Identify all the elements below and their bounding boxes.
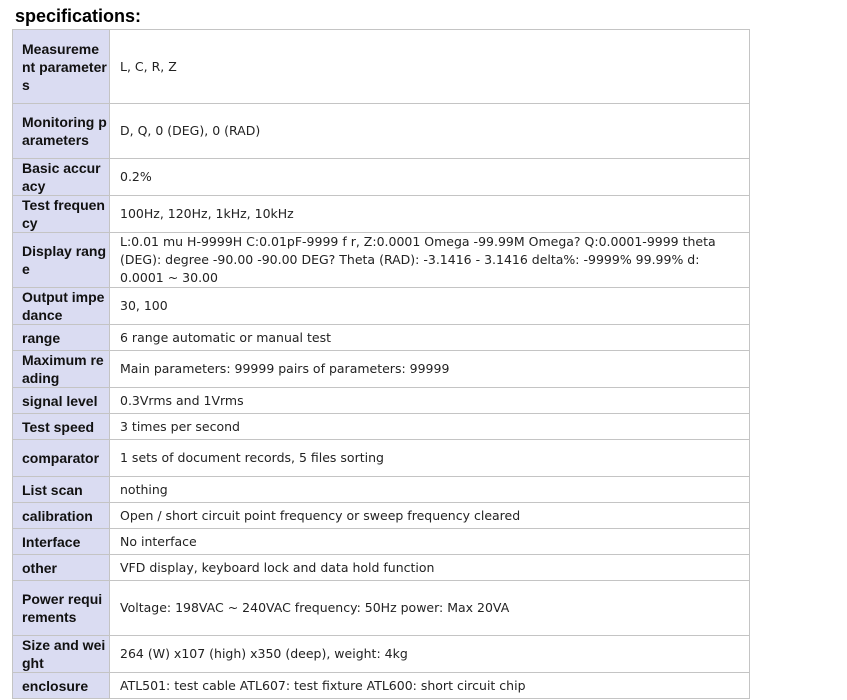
table-row <box>13 288 750 325</box>
spec-value: 0.2% <box>110 159 750 196</box>
spec-label: enclosure <box>13 673 110 699</box>
table-row <box>13 477 750 503</box>
table-row <box>13 440 750 477</box>
table-row <box>13 233 750 288</box>
table-row <box>13 159 750 196</box>
spec-label: Measurement parameters <box>13 30 110 104</box>
spec-value: D, Q, 0 (DEG), 0 (RAD) <box>110 104 750 159</box>
spec-label: Size and weight <box>13 636 110 673</box>
page-title: specifications: <box>15 6 142 26</box>
spec-value: 1 sets of document records, 5 files sorting <box>110 440 750 477</box>
spec-label: Basic accuracy <box>13 159 110 196</box>
table-row <box>13 325 750 351</box>
table-row <box>13 673 750 699</box>
spec-value: 100Hz, 120Hz, 1kHz, 10kHz <box>110 196 750 233</box>
spec-label: List scan <box>13 477 110 503</box>
spec-value: L:0.01 mu H-9999H C:0.01pF-9999 f r, Z:0.0001 Omega -99.99M Omega? Q:0.0001-9999 theta (DEG): degree -90.00 -90.00 DEG? Theta (RAD): -3.1416 - 3.1416 delta%: -9999% 99.99% d: 0.0001 ~ 30.00 <box>110 233 750 288</box>
spec-value: 6 range automatic or manual test <box>110 325 750 351</box>
table-row <box>13 196 750 233</box>
spec-label: Monitoring parameters <box>13 104 110 159</box>
spec-label: range <box>13 325 110 351</box>
table-row <box>13 414 750 440</box>
spec-value: No interface <box>110 529 750 555</box>
spec-value: Open / short circuit point frequency or sweep frequency cleared <box>110 503 750 529</box>
spec-value: Voltage: 198VAC ~ 240VAC frequency: 50Hz power: Max 20VA <box>110 581 750 636</box>
specifications-table <box>12 29 750 699</box>
spec-value: 0.3Vrms and 1Vrms <box>110 388 750 414</box>
spec-label: Test frequency <box>13 196 110 233</box>
spec-label: comparator <box>13 440 110 477</box>
spec-value: 30, 100 <box>110 288 750 325</box>
spec-label: Output impedance <box>13 288 110 325</box>
spec-value: ATL501: test cable ATL607: test fixture ATL600: short circuit chip <box>110 673 750 699</box>
spec-label: Maximum reading <box>13 351 110 388</box>
table-row <box>13 555 750 581</box>
table-row <box>13 351 750 388</box>
spec-value: 3 times per second <box>110 414 750 440</box>
table-row <box>13 636 750 673</box>
table-row <box>13 388 750 414</box>
spec-value: L, C, R, Z <box>110 30 750 104</box>
spec-value: Main parameters: 99999 pairs of parameters: 99999 <box>110 351 750 388</box>
table-row <box>13 503 750 529</box>
table-row <box>13 30 750 104</box>
table-row <box>13 104 750 159</box>
table-row <box>13 581 750 636</box>
table-row <box>13 529 750 555</box>
spec-value: 264 (W) x107 (high) x350 (deep), weight: 4kg <box>110 636 750 673</box>
spec-label: Interface <box>13 529 110 555</box>
spec-label: Test speed <box>13 414 110 440</box>
spec-label: Power requirements <box>13 581 110 636</box>
spec-label: calibration <box>13 503 110 529</box>
spec-label: Display range <box>13 233 110 288</box>
spec-value: nothing <box>110 477 750 503</box>
spec-value: VFD display, keyboard lock and data hold function <box>110 555 750 581</box>
spec-label: other <box>13 555 110 581</box>
spec-label: signal level <box>13 388 110 414</box>
